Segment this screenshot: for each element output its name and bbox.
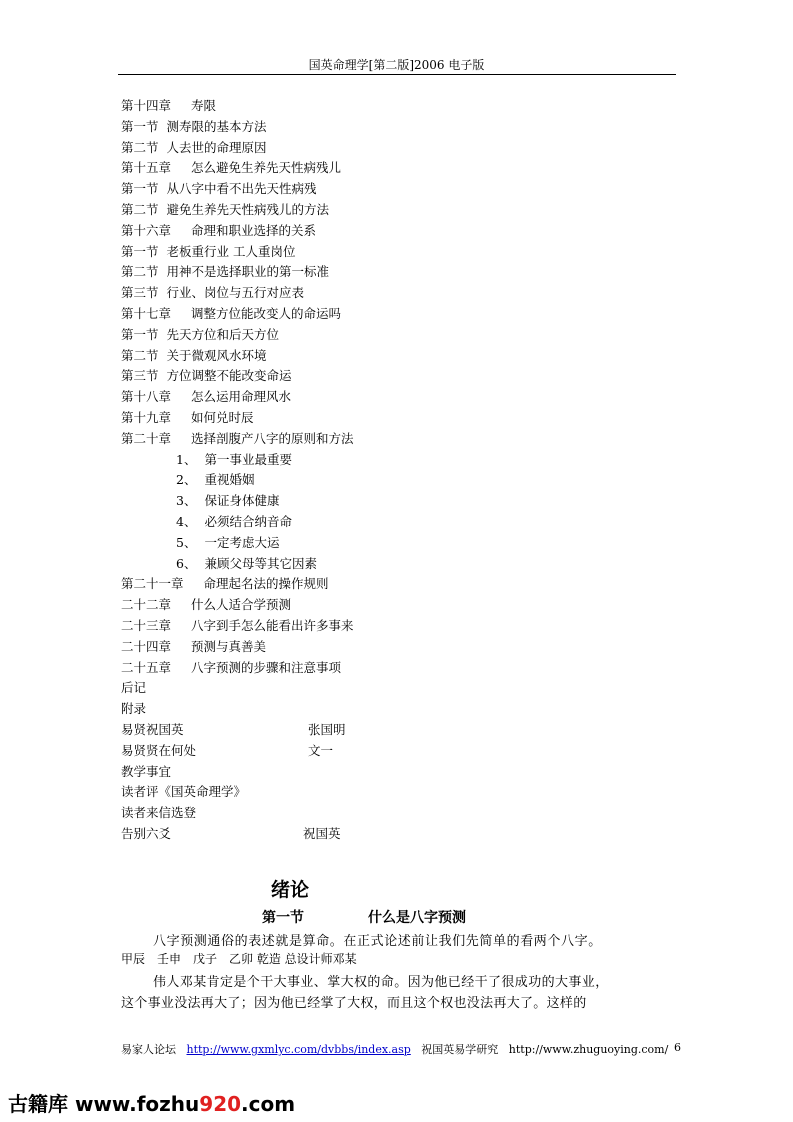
toc-item: [121, 138, 681, 159]
toc-item-number: 第十八章: [121, 389, 172, 405]
toc-item-number: 后记: [121, 680, 147, 696]
toc-item-title: 人去世的命理原因: [166, 139, 267, 155]
toc-item-number: 教学事宜: [121, 763, 172, 779]
toc-subitem: [121, 512, 681, 533]
toc-item-number: 第一节: [121, 181, 159, 197]
toc-item: [121, 595, 681, 616]
toc-item-title: 张国明: [308, 721, 346, 737]
toc-item-number: 告别六爻: [121, 825, 172, 841]
toc-item: [121, 325, 681, 346]
toc-item-number: 第二节: [121, 139, 159, 155]
toc-item-number: 第一节: [121, 243, 159, 259]
toc-item-number: 附录: [121, 701, 147, 717]
toc-item-title: 文一: [308, 742, 334, 758]
footer-forum-link[interactable]: http://www.gxmlyc.com/dvbbs/index.asp: [186, 1043, 411, 1056]
toc-item-title: 行业、岗位与五行对应表: [166, 285, 305, 301]
watermark-number: 920: [199, 1092, 242, 1116]
toc-subitem: [121, 533, 681, 554]
toc-item: [121, 283, 681, 304]
toc-subitem: [121, 491, 681, 512]
toc-item: [121, 616, 681, 637]
toc-item-number: 5、: [176, 534, 197, 550]
toc-item: [121, 387, 681, 408]
watermark-text: 古籍库 www.fozhu: [8, 1092, 200, 1116]
toc-item-title: 命理和职业选择的关系: [191, 222, 317, 238]
toc-item-title: 预测与真善美: [191, 638, 267, 654]
toc-item-number: 第二节: [121, 347, 159, 363]
toc-item-number: 二十五章: [121, 659, 172, 675]
toc-subitem: [121, 554, 681, 575]
toc-item: [121, 200, 681, 221]
toc-item-number: 易贤祝国英: [121, 721, 184, 737]
toc-item: [121, 366, 681, 387]
section-subtitle: [262, 907, 466, 927]
subtitle-number: 第一节: [262, 910, 304, 926]
toc-item-title: 先天方位和后天方位: [166, 326, 280, 342]
toc-item-number: 第三节: [121, 368, 159, 384]
toc-item-title: 保证身体健康: [204, 493, 280, 509]
toc-item: [121, 574, 681, 595]
footer-site-label: 祝国英易学研究: [421, 1043, 499, 1056]
toc-item-number: 第十九章: [121, 409, 172, 425]
toc-item-title: 必须结合纳音命: [204, 513, 292, 529]
toc-item-number: 读者来信选登: [121, 805, 197, 821]
toc-item: [121, 408, 681, 429]
table-of-contents: [121, 96, 681, 845]
toc-item-number: 第一节: [121, 118, 159, 134]
toc-item-title: 什么人适合学预测: [191, 597, 292, 613]
toc-item: [121, 637, 681, 658]
toc-item: [121, 720, 681, 741]
toc-item-title: 用神不是选择职业的第一标准: [166, 264, 330, 280]
toc-item-title: 关于微观风水环境: [166, 347, 267, 363]
toc-item-number: 第二十一章: [121, 576, 184, 592]
toc-item-title: 一定考虑大运: [204, 534, 280, 550]
toc-item: [121, 96, 681, 117]
toc-item-number: 2、: [176, 472, 197, 488]
running-header: 国英命理学[第二版]2006 电子版: [308, 58, 485, 72]
toc-item: [121, 221, 681, 242]
toc-item: [121, 262, 681, 283]
toc-item-title: 老板重行业 工人重岗位: [166, 243, 296, 259]
subtitle-text: 什么是八字预测: [368, 910, 466, 926]
footer-forum-label: 易家人论坛: [121, 1043, 176, 1056]
toc-item-title: 命理起名法的操作规则: [203, 576, 329, 592]
toc-item-number: 4、: [176, 513, 197, 529]
toc-item-number: 6、: [176, 555, 197, 571]
toc-item-number: 第十七章: [121, 305, 172, 321]
toc-item-number: 第一节: [121, 326, 159, 342]
page-footer: [121, 1041, 681, 1057]
watermark: [8, 1088, 295, 1117]
toc-subitem: [121, 470, 681, 491]
toc-item-title: 怎么运用命理风水: [191, 389, 292, 405]
toc-item: [121, 782, 681, 803]
toc-item-number: 二十四章: [121, 638, 172, 654]
toc-item-title: 调整方位能改变人的命运吗: [191, 305, 342, 321]
toc-item: [121, 429, 681, 450]
toc-item-number: 第三节: [121, 285, 159, 301]
paragraph-line: 八字预测通俗的表述就是算命。在正式论述前让我们先简单的看两个八字。: [153, 934, 602, 949]
watermark-suffix: .com: [241, 1092, 296, 1116]
toc-item: [121, 762, 681, 783]
paragraph-line: 伟人邓某肯定是个干大事业、掌大权的命。因为他已经干了很成功的大事业，: [153, 975, 609, 990]
toc-item-number: 第十五章: [121, 160, 172, 176]
section-title: 绪论: [270, 879, 309, 901]
toc-item-title: 避免生养先天性病残儿的方法: [166, 201, 330, 217]
paragraph-line: 这个事业没法再大了；因为他已经掌了大权，而且这个权也没法再大了。这样的: [121, 996, 587, 1011]
toc-item-title: 怎么避免生养先天性病残儿: [191, 160, 342, 176]
toc-item-number: 3、: [176, 493, 197, 509]
toc-item-title: 祝国英: [303, 825, 341, 841]
toc-item-title: 如何兑时辰: [191, 409, 254, 425]
toc-item-number: 二十三章: [121, 617, 172, 633]
toc-item-number: 1、: [176, 451, 197, 467]
toc-item-title: 从八字中看不出先天性病残: [166, 181, 317, 197]
toc-item: [121, 699, 681, 720]
toc-item: [121, 346, 681, 367]
toc-item-title: 八字到手怎么能看出许多事来: [191, 617, 354, 633]
toc-item-number: 二十二章: [121, 597, 172, 613]
toc-item-title: 选择剖腹产八字的原则和方法: [191, 430, 354, 446]
toc-item-number: 第二节: [121, 264, 159, 280]
toc-item: [121, 117, 681, 138]
toc-item: [121, 678, 681, 699]
toc-item-title: 第一事业最重要: [204, 451, 292, 467]
toc-item: [121, 304, 681, 325]
toc-item-number: 第二十章: [121, 430, 172, 446]
toc-subitem: [121, 450, 681, 471]
toc-item-number: 易贤贤在何处: [121, 742, 197, 758]
toc-item: [121, 242, 681, 263]
toc-item-number: 第十四章: [121, 98, 172, 113]
toc-item-number: 第十六章: [121, 222, 172, 238]
toc-item-title: 方位调整不能改变命运: [166, 368, 292, 384]
toc-item-title: 兼顾父母等其它因素: [204, 555, 317, 571]
toc-item-number: 读者评《国英命理学》: [121, 784, 247, 800]
toc-item: [121, 658, 681, 679]
toc-item-title: 重视婚姻: [204, 472, 255, 488]
toc-item: [121, 158, 681, 179]
toc-item-title: 八字预测的步骤和注意事项: [191, 659, 342, 675]
toc-item: [121, 741, 681, 762]
bazi-example-line: 甲辰 壬申 戊子 乙卯 乾造 总设计师邓某: [121, 952, 357, 966]
toc-item-title: 测寿限的基本方法: [166, 118, 267, 134]
toc-item: [121, 824, 681, 845]
page-number: 6: [674, 1041, 681, 1054]
toc-item-number: 第二节: [121, 201, 159, 217]
footer-site-url: http://www.zhuguoying.com/: [508, 1043, 669, 1056]
toc-item: [121, 803, 681, 824]
header-rule: [118, 74, 676, 75]
toc-item-title: 寿限: [191, 98, 217, 113]
toc-item: [121, 179, 681, 200]
